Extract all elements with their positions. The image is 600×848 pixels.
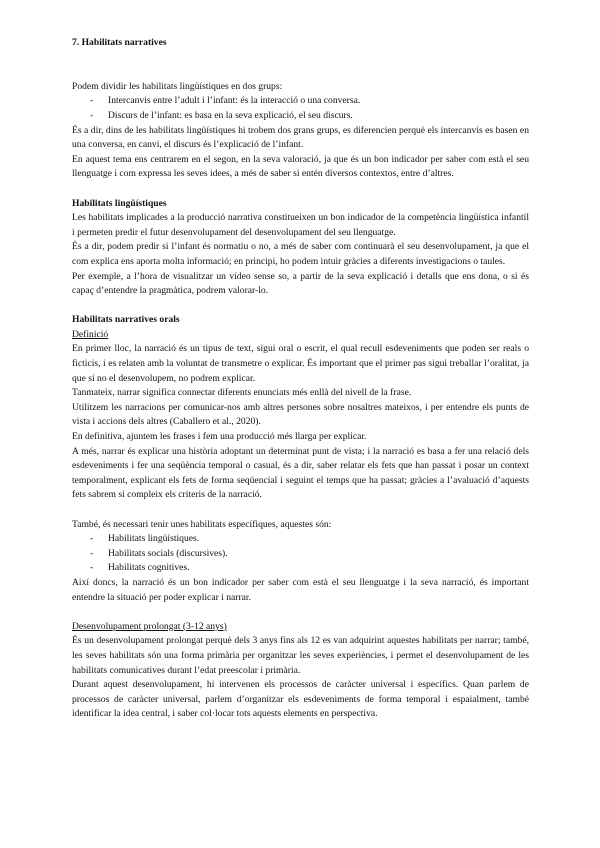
list-item: - Habilitats cognitives. (72, 561, 529, 576)
list-item: - Discurs de l’infant: es basa en la seva explicació, el seu discurs. (72, 109, 529, 124)
intro-paragraph: En aquest tema ens centrarem en el segon, en la seva valoració, ja que és un bon indicador per saber com està el seu llenguatge i com expressa les seves idees, a més de saber si entén diversos contextos, entre d’altres. (72, 153, 529, 180)
spacer (72, 65, 529, 80)
spacer (72, 182, 529, 197)
definition-subheading: Definició (72, 328, 109, 340)
oral-paragraph: També, és necessari tenir unes habilitats específiques, aquestes són: (72, 518, 332, 530)
intro-paragraph: Podem dividir les habilitats lingüístiques en dos grups: (72, 80, 283, 92)
oral-paragraph: A més, narrar és explicar una història adoptant un determinat punt de vista; i la narració es basa a fer una relació dels esdeveniments i fer una seqüència temporal o casual, és a dir, saber relatar els fets que han passat i posar un context temporalment, explicant els fets de forma seqüencial i seguint el temps que ha passat; gràcies a l’avaluació d’aquests fets sabrem si compleix els criteris de la narració. (72, 445, 529, 501)
prolonged-paragraph: Durant aquest desenvolupament, hi intervenen els processos de caràcter universal i específics. Quan parlem de processos de caràcter universal, parlem d’organitzar els esdeveniments de forma temporal i espaialment, també identificar la idea central, i saber col·locar tots aquests elements en perspectiva. (72, 679, 529, 720)
spacer (72, 299, 529, 314)
skills-list (72, 532, 529, 576)
spacer (72, 503, 529, 518)
linguistic-paragraph: Per exemple, a l’hora de visualitzar un vídeo sense so, a partir de la seva explicació i detalls que ens dona, o si és capaç d’entendre la pragmàtica, podrem valorar-lo. (72, 270, 529, 297)
linguistic-heading: Habilitats lingüístiques (72, 197, 167, 209)
intro-list (72, 94, 529, 123)
oral-paragraph: En primer lloc, la narració és un tipus de text, sigui oral o escrit, el qual recull esdeveniments que poden ser reals o ficticis, i es relaten amb la voluntat de transmetre o explicar. És important que el primer pas sigui treballar l’oralitat, ja que si no el desenvolupem, no podrem explicar. (72, 343, 529, 384)
oral-paragraph: Així doncs, la narració és un bon indicador per saber com està el seu llenguatge i la seva narració, és important entendre la situació per poder explicar i narrar. (72, 576, 529, 603)
list-item: - Habilitats socials (discursives). (72, 547, 529, 562)
linguistic-paragraph: És a dir, podem predir si l’infant és normatiu o no, a més de saber com continuarà el seu desenvolupament, ja que el com explica ens aporta molta informació; en principi, ho podem intuir gràcies a diferents investigacions o taules. (72, 241, 529, 267)
prolonged-paragraph: És un desenvolupament prolongat perquè dels 3 anys fins als 12 es van adquirint aquestes habilitats per narrar; també, les seves habilitats són una forma primària per organitzar les seves experiències, i permet el desenvolupament de les habilitats comunicatives durant l’edat preescolar i primària. (72, 635, 529, 676)
intro-paragraph: És a dir, dins de les habilitats lingüístiques hi trobem dos grans grups, es diferencien perquè els intercanvis es basen en una conversa, en canvi, el discurs és l’explicació de l’infant. (72, 124, 529, 151)
spacer (72, 51, 529, 66)
section-title: 7. Habilitats narratives (72, 37, 167, 48)
oral-paragraph: En definitiva, ajuntem les frases i fem una producció més llarga per explicar. (72, 431, 367, 443)
spacer (72, 605, 529, 620)
oral-heading: Habilitats narratives orals (72, 314, 180, 326)
list-item: - Intercanvis entre l’adult i l’infant: és la interacció o una conversa. (72, 94, 529, 109)
oral-paragraph: Utilitzem les narracions per comunicar-nos amb altres persones sobre nosaltres mateixos, i per entendre els punts de vista i accions dels altres (Caballero et al., 2020). (72, 401, 529, 428)
list-item: - Habilitats lingüístiques. (72, 532, 529, 547)
document-body (72, 36, 529, 722)
linguistic-paragraph: Les habilitats implicades a la producció narrativa constitueixen un bon indicador de la competència lingüística infantil i permeten predir el futur desenvolupament del desenvolupament del seu llenguatge. (72, 212, 529, 238)
oral-paragraph: Tanmateix, narrar significa connectar diferents enunciats més enllà del nivell de la frase. (72, 387, 412, 399)
prolonged-subheading: Desenvolupament prolongat (3-12 anys) (72, 620, 227, 632)
